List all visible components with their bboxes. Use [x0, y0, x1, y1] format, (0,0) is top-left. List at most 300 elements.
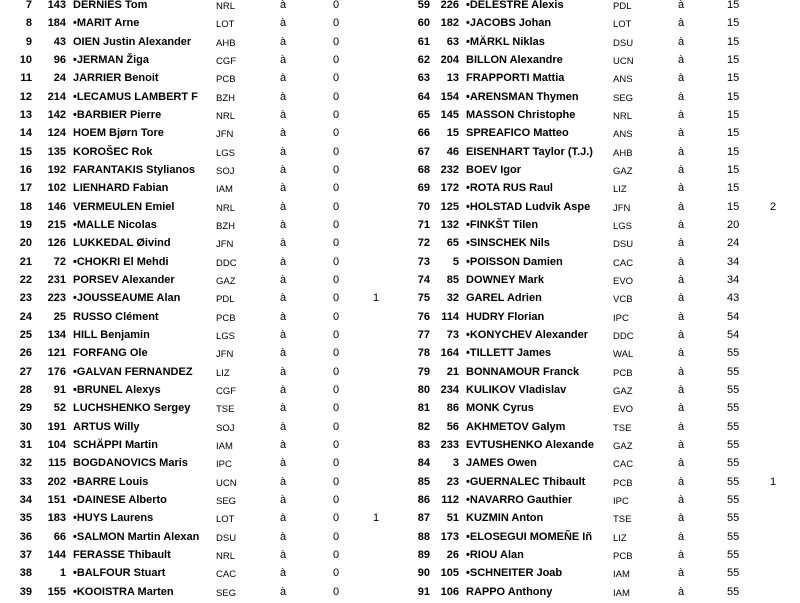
rank-cell: 37: [19, 548, 32, 561]
rank-cell: 91: [417, 585, 430, 598]
gap-symbol: à: [280, 365, 287, 378]
team-code: IAM: [613, 569, 630, 581]
rider-name: KULIKOV Vladislav: [466, 383, 567, 396]
time-gap: 0: [333, 548, 340, 561]
bib-cell: 1: [59, 567, 66, 580]
team-code: LGS: [613, 220, 633, 232]
rider-name: DERNIES Tom: [73, 0, 148, 11]
rank-cell: 64: [417, 90, 430, 103]
time-gap: 0: [333, 567, 340, 580]
rider-name: •NAVARRO Gauthier: [466, 493, 573, 506]
team-code: SOJ: [216, 165, 235, 177]
gap-symbol: à: [678, 585, 685, 598]
team-code: NRL: [216, 550, 236, 562]
rider-name: GAREL Adrien: [466, 292, 542, 305]
gap-symbol: à: [678, 273, 685, 286]
rider-name: •GUERNALEC Thibault: [466, 475, 586, 488]
time-gap: 0: [333, 72, 340, 85]
gap-symbol: à: [678, 420, 685, 433]
team-code: SOJ: [216, 422, 235, 434]
gap-symbol: à: [678, 72, 685, 85]
result-row: [0, 509, 400, 527]
gap-symbol: à: [678, 512, 685, 525]
rider-name: •SCHNEITER Joab: [466, 567, 563, 580]
gap-symbol: à: [280, 200, 287, 213]
rider-name: MASSON Christophe: [466, 108, 576, 121]
bib-cell: 121: [47, 347, 66, 360]
rider-name: EVTUSHENKO Alexande: [466, 438, 594, 451]
gap-symbol: à: [280, 585, 287, 598]
team-code: IPC: [613, 312, 629, 324]
result-row: [400, 234, 800, 252]
rider-name: AKHMETOV Galym: [466, 420, 566, 433]
rank-cell: 17: [19, 182, 32, 195]
gap-symbol: à: [280, 127, 287, 140]
bib-cell: 202: [47, 475, 66, 488]
gap-symbol: à: [280, 438, 287, 451]
team-code: PCB: [613, 367, 633, 379]
rank-cell: 15: [19, 145, 32, 158]
time-gap: 0: [333, 182, 340, 195]
gap-symbol: à: [280, 90, 287, 103]
rank-cell: 20: [19, 237, 32, 250]
bib-cell: 145: [440, 108, 459, 121]
team-code: PCB: [613, 477, 633, 489]
rank-cell: 22: [19, 273, 32, 286]
time-gap: 55: [727, 457, 740, 470]
bib-cell: 164: [440, 347, 459, 360]
result-row: [0, 363, 400, 381]
rider-name: SCHÄPPI Martin: [73, 438, 158, 451]
rank-cell: 80: [417, 383, 430, 396]
gap-symbol: à: [678, 237, 685, 250]
team-code: LOT: [216, 19, 235, 31]
time-gap: 55: [727, 567, 740, 580]
team-code: GAZ: [613, 440, 633, 452]
rider-name: RUSSO Clément: [73, 310, 159, 323]
bib-cell: 72: [53, 255, 66, 268]
extra-value: 1: [770, 475, 777, 488]
bib-cell: 73: [446, 328, 459, 341]
team-code: SEG: [216, 495, 237, 507]
rider-name: LUCHSHENKO Sergey: [73, 402, 191, 415]
result-row: [0, 143, 400, 161]
rider-name: •MALLE Nicolas: [73, 218, 157, 231]
bib-cell: 173: [440, 530, 459, 543]
bib-cell: 155: [47, 585, 66, 598]
team-code: DDC: [216, 257, 237, 269]
gap-symbol: à: [678, 457, 685, 470]
rank-cell: 13: [19, 108, 32, 121]
bib-cell: 124: [47, 127, 66, 140]
gap-symbol: à: [678, 255, 685, 268]
bib-cell: 154: [440, 90, 459, 103]
result-row: [0, 308, 400, 326]
result-row: [400, 583, 800, 601]
time-gap: 0: [333, 145, 340, 158]
result-row: [0, 418, 400, 436]
result-row: [400, 253, 800, 271]
rank-cell: 11: [20, 72, 32, 85]
bib-cell: 114: [441, 310, 459, 323]
bib-cell: 91: [53, 383, 66, 396]
gap-symbol: à: [678, 292, 685, 305]
rank-cell: 38: [19, 567, 32, 580]
result-row: [0, 106, 400, 124]
rank-cell: 21: [19, 255, 32, 268]
gap-symbol: à: [280, 420, 287, 433]
gap-symbol: à: [280, 567, 287, 580]
bib-cell: 65: [446, 237, 459, 250]
rank-cell: 16: [19, 163, 32, 176]
result-row: [0, 381, 400, 399]
result-row: [0, 161, 400, 179]
result-row: [400, 51, 800, 69]
time-gap: 15: [727, 145, 740, 158]
time-gap: 0: [333, 475, 340, 488]
team-code: SEG: [216, 587, 237, 599]
time-gap: 55: [727, 383, 740, 396]
rank-cell: 86: [417, 493, 430, 506]
result-row: [0, 198, 400, 216]
gap-symbol: à: [678, 145, 685, 158]
result-row: [0, 344, 400, 362]
rank-cell: 27: [19, 365, 32, 378]
bib-cell: 192: [47, 163, 66, 176]
result-row: [400, 509, 800, 527]
rank-cell: 12: [19, 90, 32, 103]
time-gap: 0: [333, 17, 340, 30]
time-gap: 15: [727, 35, 740, 48]
gap-symbol: à: [678, 35, 685, 48]
rank-cell: 24: [19, 310, 32, 323]
bib-cell: 223: [47, 292, 66, 305]
team-code: EVO: [613, 275, 634, 287]
rank-cell: 9: [25, 35, 32, 48]
time-gap: 55: [727, 420, 740, 433]
bib-cell: 63: [446, 35, 459, 48]
time-gap: 0: [333, 255, 340, 268]
bib-cell: 52: [53, 402, 66, 415]
result-row: [0, 564, 400, 582]
gap-symbol: à: [678, 218, 685, 231]
time-gap: 0: [333, 365, 340, 378]
rank-cell: 69: [417, 182, 430, 195]
rider-name: •GALVAN FERNANDEZ: [73, 365, 193, 378]
rider-name: •SALMON Martin Alexan: [73, 530, 200, 543]
rank-cell: 68: [417, 163, 430, 176]
time-gap: 15: [727, 163, 740, 176]
time-gap: 0: [333, 328, 340, 341]
team-code: AHB: [613, 147, 633, 159]
bib-cell: 134: [47, 328, 66, 341]
rider-name: PORSEV Alexander: [73, 273, 175, 286]
team-code: GAZ: [613, 385, 633, 397]
time-gap: 0: [333, 273, 340, 286]
result-row: [400, 436, 800, 454]
bib-cell: 105: [440, 567, 459, 580]
time-gap: 55: [727, 475, 740, 488]
gap-symbol: à: [280, 53, 287, 66]
result-row: [0, 69, 400, 87]
bib-cell: 15: [446, 127, 459, 140]
rider-name: •JACOBS Johan: [466, 17, 552, 30]
result-row: [400, 0, 800, 14]
gap-symbol: à: [678, 567, 685, 580]
team-code: LIZ: [216, 367, 230, 379]
result-row: [0, 88, 400, 106]
team-code: GAZ: [613, 165, 633, 177]
rider-name: HOEM Bjørn Tore: [73, 127, 164, 140]
gap-symbol: à: [280, 255, 287, 268]
result-row: [0, 528, 400, 546]
rank-cell: 82: [417, 420, 430, 433]
rider-name: •HUYS Laurens: [73, 512, 154, 525]
result-row: [400, 216, 800, 234]
extra-value: 1: [373, 512, 380, 525]
rank-cell: 28: [19, 383, 32, 396]
result-row: [400, 473, 800, 491]
gap-symbol: à: [280, 72, 287, 85]
team-code: ANS: [613, 74, 633, 86]
team-code: CAC: [216, 569, 237, 581]
rank-cell: 63: [417, 72, 430, 85]
team-code: BZH: [216, 92, 235, 104]
bib-cell: 3: [452, 457, 459, 470]
time-gap: 0: [333, 347, 340, 360]
bib-cell: 176: [47, 365, 66, 378]
result-row: [0, 0, 400, 14]
rider-name: •SINSCHEK Nils: [466, 237, 550, 250]
rank-cell: 77: [417, 328, 430, 341]
result-row: [400, 161, 800, 179]
time-gap: 15: [727, 127, 740, 140]
bib-cell: 66: [53, 530, 66, 543]
bib-cell: 204: [440, 53, 459, 66]
rider-name: FERASSE Thibault: [73, 548, 171, 561]
bib-cell: 232: [440, 163, 459, 176]
rider-name: LIENHARD Fabian: [73, 182, 169, 195]
rank-cell: 72: [417, 237, 430, 250]
rank-cell: 83: [417, 438, 430, 451]
time-gap: 0: [333, 457, 340, 470]
team-code: ANS: [613, 129, 633, 141]
gap-symbol: à: [280, 182, 287, 195]
result-row: [0, 51, 400, 69]
gap-symbol: à: [280, 218, 287, 231]
bib-cell: 112: [441, 493, 459, 506]
time-gap: 15: [727, 0, 740, 11]
gap-symbol: à: [280, 402, 287, 415]
rank-cell: 66: [417, 127, 430, 140]
rider-name: •MARIT Arne: [73, 17, 140, 30]
rider-name: BONNAMOUR Franck: [466, 365, 580, 378]
rank-cell: 88: [417, 530, 430, 543]
gap-symbol: à: [280, 493, 287, 506]
result-row: [0, 436, 400, 454]
team-code: LGS: [216, 147, 236, 159]
bib-cell: 231: [47, 273, 66, 286]
gap-symbol: à: [678, 108, 685, 121]
result-row: [0, 326, 400, 344]
team-code: IAM: [216, 440, 233, 452]
result-row: [400, 14, 800, 32]
team-code: DSU: [613, 239, 634, 251]
team-code: JFN: [216, 129, 234, 141]
team-code: EVO: [613, 404, 634, 416]
result-row: [400, 454, 800, 472]
team-code: NRL: [216, 202, 236, 214]
extra-value: 2: [770, 200, 777, 213]
time-gap: 55: [727, 585, 740, 598]
result-row: [0, 289, 400, 307]
results-column-right: [400, 0, 800, 601]
rider-name: •JOUSSEAUME Alan: [73, 292, 181, 305]
gap-symbol: à: [678, 200, 685, 213]
gap-symbol: à: [678, 90, 685, 103]
rider-name: •BRUNEL Alexys: [73, 383, 161, 396]
rank-cell: 36: [19, 530, 32, 543]
gap-symbol: à: [678, 310, 685, 323]
result-row: [0, 33, 400, 51]
result-row: [400, 344, 800, 362]
result-row: [400, 69, 800, 87]
time-gap: 0: [333, 90, 340, 103]
team-code: JFN: [216, 239, 234, 251]
team-code: NRL: [613, 110, 633, 122]
bib-cell: 144: [47, 548, 66, 561]
rank-cell: 33: [19, 475, 32, 488]
team-code: LOT: [613, 19, 632, 31]
rank-cell: 75: [417, 292, 430, 305]
rank-cell: 70: [417, 200, 430, 213]
bib-cell: 214: [47, 90, 66, 103]
team-code: VCB: [613, 294, 633, 306]
rider-name: KUZMIN Anton: [466, 512, 544, 525]
rider-name: JAMES Owen: [466, 457, 537, 470]
gap-symbol: à: [280, 273, 287, 286]
team-code: PCB: [216, 312, 236, 324]
time-gap: 54: [727, 328, 740, 341]
bib-cell: 24: [53, 72, 66, 85]
rider-name: •RIOU Alan: [466, 548, 524, 561]
time-gap: 55: [727, 512, 740, 525]
rider-name: FARANTAKIS Stylianos: [73, 163, 196, 176]
bib-cell: 13: [446, 72, 459, 85]
rank-cell: 39: [19, 585, 32, 598]
bib-cell: 5: [452, 255, 459, 268]
rank-cell: 87: [417, 512, 430, 525]
time-gap: 0: [333, 53, 340, 66]
team-code: SEG: [613, 92, 634, 104]
result-row: [0, 179, 400, 197]
rider-name: BOEV Igor: [466, 163, 522, 176]
time-gap: 0: [333, 402, 340, 415]
bib-cell: 233: [440, 438, 459, 451]
time-gap: 0: [333, 0, 340, 11]
team-code: IPC: [613, 495, 629, 507]
rank-cell: 65: [417, 108, 430, 121]
time-gap: 0: [333, 35, 340, 48]
team-code: CAC: [613, 257, 634, 269]
rider-name: EISENHART Taylor (T.J.): [466, 145, 593, 158]
gap-symbol: à: [280, 347, 287, 360]
team-code: LIZ: [613, 184, 627, 196]
time-gap: 0: [333, 512, 340, 525]
rider-name: OIEN Justin Alexander: [73, 35, 192, 48]
rank-cell: 19: [19, 218, 32, 231]
rider-name: •FINKŠT Tilen: [466, 218, 539, 231]
rank-cell: 59: [417, 0, 430, 11]
gap-symbol: à: [280, 383, 287, 396]
time-gap: 55: [727, 365, 740, 378]
bib-cell: 172: [440, 182, 459, 195]
gap-symbol: à: [678, 548, 685, 561]
gap-symbol: à: [678, 493, 685, 506]
rank-cell: 10: [19, 53, 32, 66]
result-row: [400, 271, 800, 289]
time-gap: 34: [727, 273, 740, 286]
time-gap: 0: [333, 237, 340, 250]
bib-cell: 151: [47, 493, 66, 506]
gap-symbol: à: [280, 457, 287, 470]
rank-cell: 89: [417, 548, 430, 561]
results-column-left: [0, 0, 400, 601]
result-row: [400, 399, 800, 417]
team-code: CAC: [613, 459, 634, 471]
team-code: UCN: [216, 477, 237, 489]
bib-cell: 26: [446, 548, 459, 561]
team-code: UCN: [613, 55, 634, 67]
gap-symbol: à: [678, 17, 685, 30]
result-row: [400, 564, 800, 582]
bib-cell: 56: [446, 420, 459, 433]
rank-cell: 35: [19, 512, 32, 525]
team-code: LOT: [216, 514, 235, 526]
rider-name: HUDRY Florian: [466, 310, 545, 323]
rank-cell: 25: [19, 328, 32, 341]
gap-symbol: à: [280, 548, 287, 561]
rider-name: MONK Cyrus: [466, 402, 534, 415]
time-gap: 54: [727, 310, 740, 323]
time-gap: 55: [727, 530, 740, 543]
rank-cell: 71: [417, 218, 430, 231]
bib-cell: 143: [47, 0, 66, 11]
bib-cell: 104: [47, 438, 66, 451]
team-code: NRL: [216, 110, 236, 122]
rider-name: •CHOKRI El Mehdi: [73, 255, 169, 268]
team-code: PCB: [613, 550, 633, 562]
time-gap: 0: [333, 493, 340, 506]
rank-cell: 60: [417, 17, 430, 30]
time-gap: 15: [727, 108, 740, 121]
time-gap: 0: [333, 163, 340, 176]
gap-symbol: à: [678, 383, 685, 396]
rank-cell: 79: [417, 365, 430, 378]
rank-cell: 26: [19, 347, 32, 360]
rank-cell: 7: [25, 0, 32, 11]
rank-cell: 74: [417, 273, 430, 286]
result-row: [0, 234, 400, 252]
rider-name: •TILLETT James: [466, 347, 552, 360]
result-row: [400, 546, 800, 564]
rider-name: •ELOSEGUI MOMEÑE Iñ: [466, 530, 593, 543]
rank-cell: 61: [417, 35, 430, 48]
rank-cell: 76: [417, 310, 430, 323]
rider-name: FRAPPORTI Mattia: [466, 72, 565, 85]
bib-cell: 46: [446, 145, 459, 158]
gap-symbol: à: [678, 182, 685, 195]
